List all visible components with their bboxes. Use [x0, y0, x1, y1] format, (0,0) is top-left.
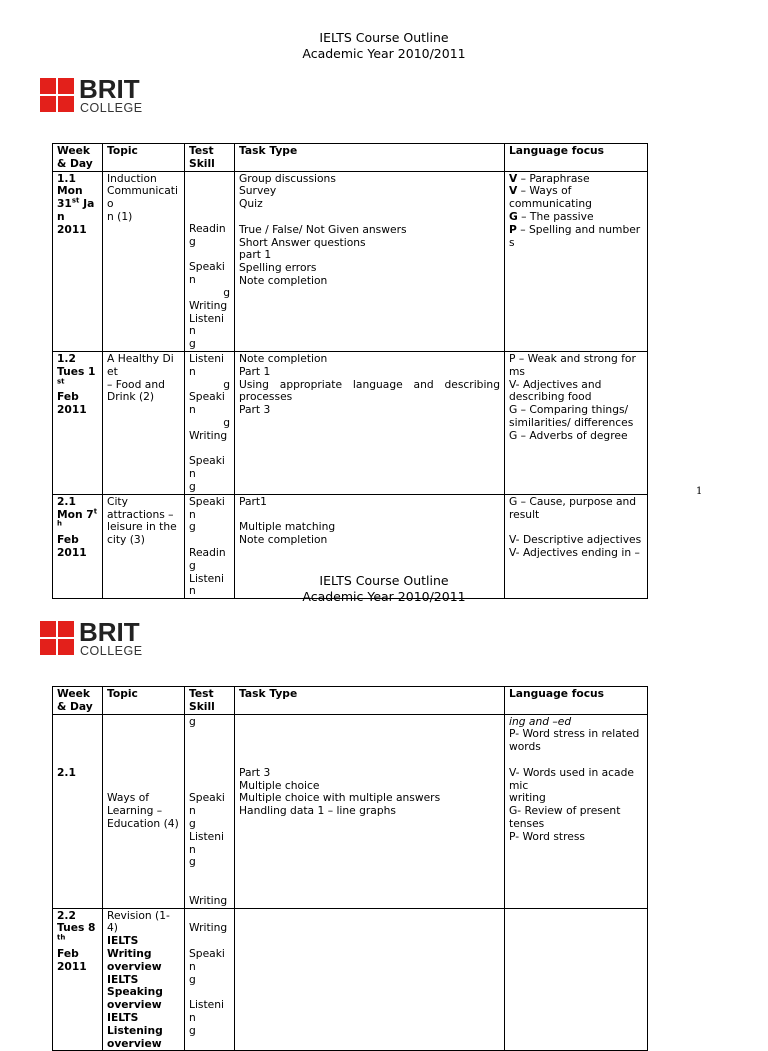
academic-year: Academic Year 2010/2011 — [302, 589, 466, 604]
header-language-focus: Language focus — [505, 687, 648, 715]
week-cell: 1.2 Tues 1st Feb 2011 — [53, 351, 103, 494]
table-row — [53, 714, 648, 908]
academic-year: Academic Year 2010/2011 — [302, 46, 466, 61]
week-date-superscript: Mon 7th — [57, 506, 98, 528]
task-cell — [235, 908, 505, 1051]
focus-cell: G – Cause, purpose and result V- Descriptive adjectives V- Adjectives ending in – — [505, 494, 648, 598]
week-cell: 2.1 — [53, 714, 103, 908]
header-week-day: Week & Day — [53, 687, 103, 715]
header-topic: Topic — [103, 144, 185, 172]
task-cell: Part 3 Multiple choice Multiple choice with multiple answers Handling data 1 – line graphs — [235, 714, 505, 908]
topic-cell: Induction Communicatio n (1) — [103, 171, 185, 351]
week-cell: 2.1 Mon 7th Feb 2011 — [53, 494, 103, 598]
topic-cell: Ways of Learning – Education (4) — [103, 714, 185, 908]
focus-cell: P – Weak and strong forms V- Adjectives and describing food G – Comparing things/ similarities/ differences G – Adverbs of degree — [505, 351, 648, 494]
skill-cell: g Speakin g Listenin g Writing — [185, 714, 235, 908]
skill-cell: Speakin g Reading Listenin — [185, 494, 235, 598]
task-cell: Group discussions Survey Quiz True / False/ Not Given answers Short Answer questions part 1 Spelling errors Note completion — [235, 171, 505, 351]
week-date-superscript: 31st Jan — [57, 196, 95, 223]
task-cell: Part1 Multiple matching Note completion — [235, 494, 505, 598]
header-week-day: Week & Day — [53, 144, 103, 172]
topic-cell: City attractions – leisure in the city (3) — [103, 494, 185, 598]
header-test-skill: Test Skill — [185, 687, 235, 715]
table-row — [53, 171, 648, 351]
course-table-2 — [52, 686, 648, 1051]
topic-cell: Revision (1-4) IELTS Writing overview IELTS Speaking overview IELTS Listening overview — [103, 908, 185, 1051]
header-task-type: Task Type — [235, 687, 505, 715]
focus-cell: ing and –ed P- Word stress in related words V- Words used in academic writing G- Review of present tenses P- Word stress — [505, 714, 648, 908]
course-title: IELTS Course Outline — [319, 30, 449, 45]
course-title: IELTS Course Outline — [319, 573, 449, 588]
task-cell: Note completion Part 1 Using appropriate language and describing processes Part 3 — [235, 351, 505, 494]
focus-cell — [505, 908, 648, 1051]
course-table-1 — [52, 143, 648, 599]
header-language-focus: Language focus — [505, 144, 648, 172]
skill-cell: Listenin g Speakin g Writing Speakin g — [185, 351, 235, 494]
week-cell: 2.2 Tues 8th Feb 2011 — [53, 908, 103, 1051]
week-date-superscript: Tues 1st — [57, 364, 96, 385]
topic-cell: A Healthy Diet – Food and Drink (2) — [103, 351, 185, 494]
page-number: 1 — [696, 486, 703, 497]
skill-cell: Writing Speakin g Listenin g — [185, 908, 235, 1051]
table-row — [53, 351, 648, 494]
focus-cell: V – Paraphrase V – Ways of communicating G – The passive P – Spelling and numbers — [505, 171, 648, 351]
header-test-skill: Test Skill — [185, 144, 235, 172]
table-row — [53, 908, 648, 1051]
header-topic: Topic — [103, 687, 185, 715]
week-cell: 1.1 Mon 31st Jan 2011 — [53, 171, 103, 351]
week-date-superscript: Tues 8th — [57, 921, 96, 942]
header-task-type: Task Type — [235, 144, 505, 172]
skill-cell: Reading Speakin g Writing Listenin g — [185, 171, 235, 351]
